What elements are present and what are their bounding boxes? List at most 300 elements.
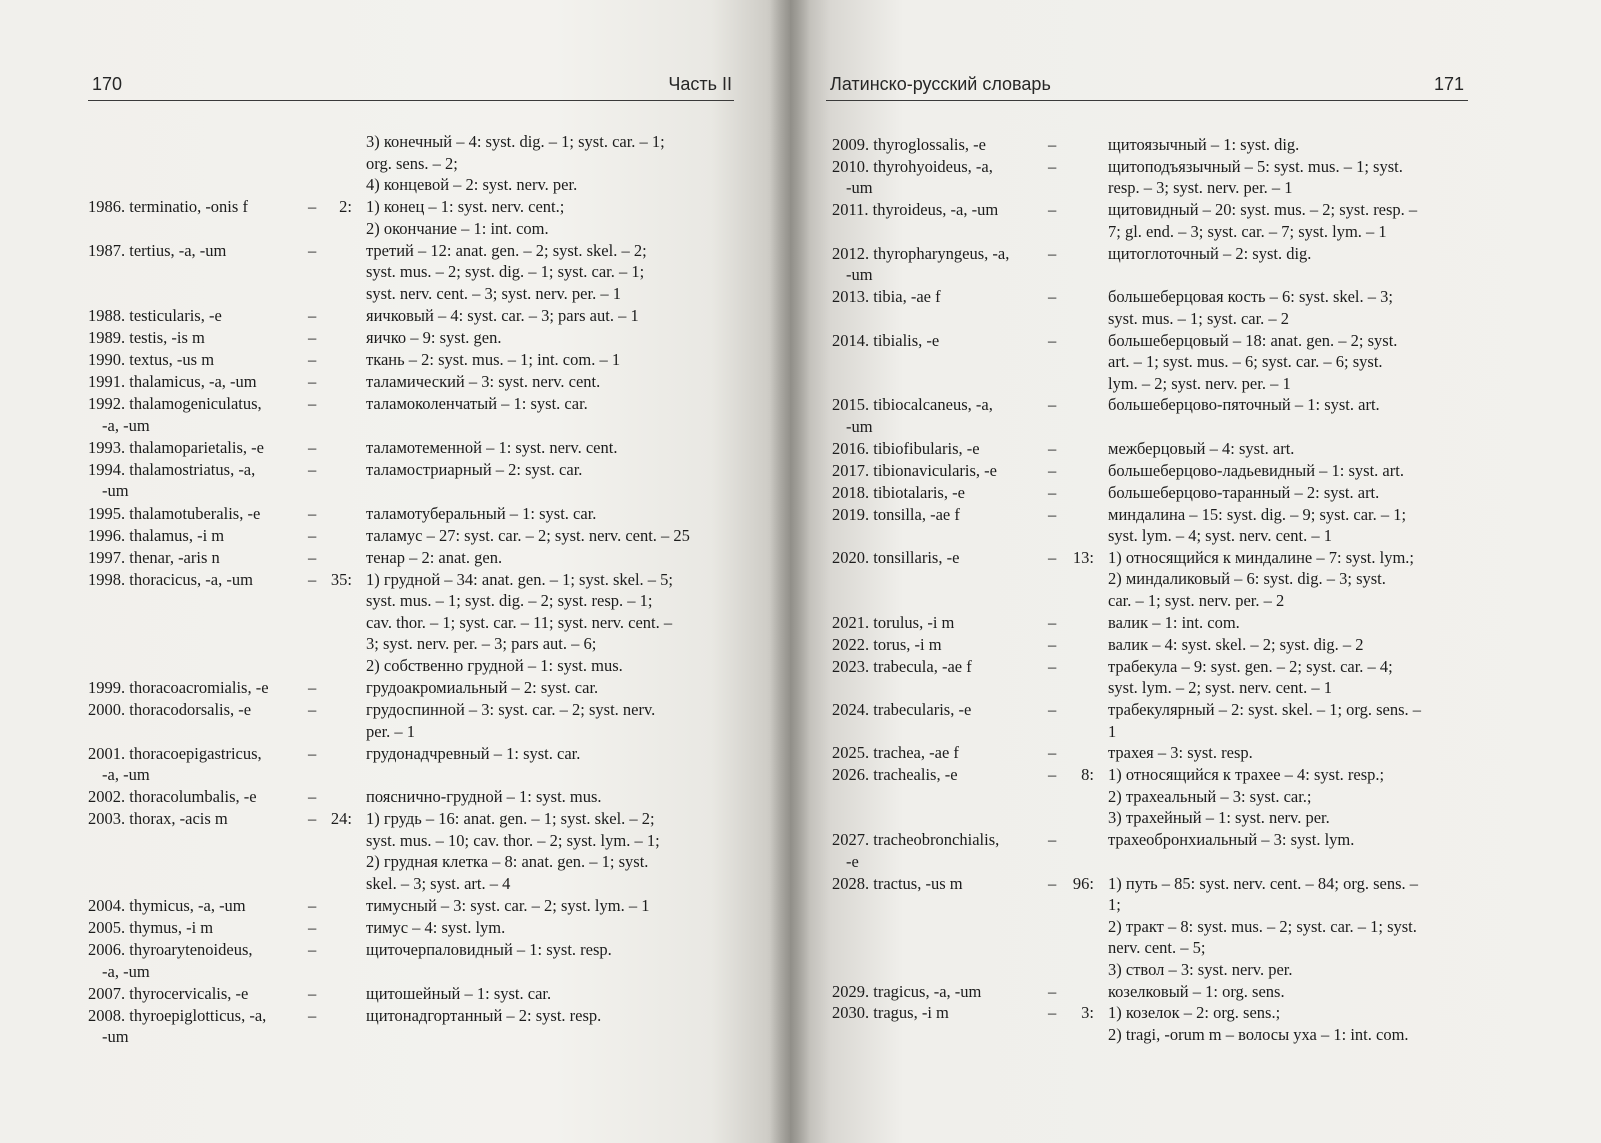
entry-definition-line: валик – 1: int. com. xyxy=(1108,612,1240,632)
entry-term-line: 1990. textus, -us m xyxy=(88,350,215,369)
entry-dash: – xyxy=(308,372,317,392)
dictionary-entry xyxy=(832,873,1478,981)
entry-dash: – xyxy=(308,459,317,479)
dictionary-entry xyxy=(88,503,738,525)
entry-dash: – xyxy=(1048,330,1057,350)
entry-definition-line: 1) грудь – 16: anat. gen. – 1; syst. skel. – 2; xyxy=(366,809,655,829)
entry-definition xyxy=(366,895,649,917)
entry-definition-line: 3) конечный – 4: syst. dig. – 1; syst. car. – 1; xyxy=(366,132,665,151)
entry-term xyxy=(832,742,959,764)
entry-term-line: -a, -um xyxy=(102,415,150,435)
entry-term-line: 1988. testicularis, -e xyxy=(88,305,222,325)
entry-term-line: 2005. thymus, -i m xyxy=(88,918,214,937)
entry-definition-line: syst. mus. – 1; syst. car. – 2 xyxy=(1108,308,1290,328)
entry-term xyxy=(88,917,213,939)
dictionary-entry xyxy=(88,547,738,569)
page-number: 170 xyxy=(92,74,123,94)
entry-definition-line: 1; xyxy=(1108,895,1121,915)
dictionary-entry xyxy=(832,286,1478,329)
entry-dash: – xyxy=(308,743,317,763)
entry-term xyxy=(832,199,998,221)
dictionary-entry xyxy=(88,808,738,894)
entry-term-line: 2000. thoracodorsalis, -e xyxy=(88,700,252,719)
entry-definition-line: 1) конец – 1: syst. nerv. cent.; xyxy=(366,197,565,217)
entry-definition xyxy=(1108,199,1417,242)
entry-definition xyxy=(366,743,580,765)
entry-dash: – xyxy=(308,327,317,347)
entry-term xyxy=(88,437,264,459)
entry-term-line: 2021. torulus, -i m xyxy=(832,612,955,632)
entry-term-line: 1986. terminatio, -onis f xyxy=(88,197,248,217)
entry-term-line: 2008. thyroepiglotticus, -a, xyxy=(88,1005,267,1025)
entry-term xyxy=(832,656,972,678)
dictionary-entry xyxy=(832,482,1478,504)
entry-definition-line: козелковый – 1: org. sens. xyxy=(1108,981,1285,1001)
entry-definition-line: 2) окончание – 1: int. com. xyxy=(366,218,549,238)
entry-definition xyxy=(366,677,598,699)
dictionary-entry xyxy=(88,196,738,239)
entry-term xyxy=(88,196,248,218)
entry-term xyxy=(832,156,993,199)
entry-definition-line: org. sens. – 2; xyxy=(366,153,458,173)
dictionary-entry xyxy=(88,1005,738,1048)
dictionary-entry xyxy=(832,742,1478,764)
entry-definition-line: 2) тракт – 8: syst. mus. – 2; syst. car. – 1; syst. xyxy=(1108,916,1417,936)
entry-dash: – xyxy=(308,394,317,414)
entry-term xyxy=(88,240,226,262)
dictionary-entry xyxy=(88,240,738,305)
entry-definition-line: lym. – 2; syst. nerv. per. – 1 xyxy=(1108,373,1291,393)
dictionary-entry xyxy=(832,243,1478,286)
entry-dash: – xyxy=(1048,612,1057,632)
dictionary-entry xyxy=(832,656,1478,699)
page-number: 171 xyxy=(1434,74,1465,94)
entry-definition xyxy=(366,393,588,415)
entry-term xyxy=(832,134,986,156)
entry-term-line: -a, -um xyxy=(102,961,150,981)
entry-term xyxy=(832,873,963,895)
entry-term-line: 1993. thalamoparietalis, -e xyxy=(88,437,264,457)
entry-definition-line: 2) миндаликовый – 6: syst. dig. – 3; syst. xyxy=(1108,569,1386,589)
entry-term-line: -um xyxy=(846,178,873,198)
dictionary-entry xyxy=(88,939,738,982)
dictionary-entry xyxy=(832,699,1478,742)
entry-definition-line: большеберцово-ладьевидный – 1: syst. art. xyxy=(1108,460,1404,480)
dictionary-entry xyxy=(88,437,738,459)
entry-definition-line: per. – 1 xyxy=(366,721,416,741)
entry-dash: – xyxy=(1048,460,1057,480)
entry-definition-line: трахеобронхиальный – 3: syst. lym. xyxy=(1108,830,1355,850)
dictionary-entry xyxy=(88,983,738,1005)
dictionary-entry xyxy=(88,895,738,917)
entry-dash: – xyxy=(308,350,317,369)
left-page xyxy=(0,0,790,1143)
entry-dash: – xyxy=(1048,395,1057,415)
entry-term-line: 2027. tracheobronchialis, xyxy=(832,830,1000,850)
entry-definition-line: 2) трахеальный – 3: syst. car.; xyxy=(1108,786,1312,806)
entry-term xyxy=(88,939,253,982)
entry-definition-line: большеберцово-пяточный – 1: syst. art. xyxy=(1108,395,1380,415)
dictionary-entry xyxy=(88,349,738,371)
entry-term-line: 1987. tertius, -a, -um xyxy=(88,240,227,260)
entry-count: 35: xyxy=(330,569,352,589)
dictionary-entry xyxy=(832,547,1478,612)
entry-definition-line: грудонадчревный – 1: syst. car. xyxy=(366,743,581,763)
dictionary-entry xyxy=(832,764,1478,829)
entry-definition xyxy=(1108,460,1404,482)
entry-definition-line: таламотуберальный – 1: syst. car. xyxy=(366,503,597,523)
entry-term-line: 2030. tragus, -i m xyxy=(832,1003,949,1023)
entry-term-line: 1991. thalamicus, -a, -um xyxy=(88,372,257,392)
entry-definition-line: яичко – 9: syst. gen. xyxy=(366,327,502,347)
entry-term xyxy=(832,981,981,1003)
entry-definition xyxy=(1108,156,1403,199)
entry-term-line: 2009. thyroglossalis, -e xyxy=(832,135,986,154)
entry-term-line: 1994. thalamostriatus, -a, xyxy=(88,459,256,479)
entry-term xyxy=(88,525,224,547)
entry-dash: – xyxy=(1048,765,1057,785)
entry-dash: – xyxy=(308,677,317,697)
entry-definition xyxy=(366,808,660,894)
entry-term-line: 2022. torus, -i m xyxy=(832,634,942,654)
entry-dash: – xyxy=(1048,438,1057,458)
entry-term xyxy=(88,349,214,371)
entry-count: 2: xyxy=(339,197,352,217)
entry-definition xyxy=(1108,394,1380,416)
entry-definition-line: миндалина – 15: syst. dig. – 9; syst. car. – 1; xyxy=(1108,504,1407,524)
entry-dash: – xyxy=(308,569,317,589)
dictionary-entry xyxy=(88,371,738,393)
entry-definition-line: 2) tragi, -orum m – волосы уха – 1: int. com. xyxy=(1108,1024,1409,1044)
entry-dash: – xyxy=(308,940,317,960)
entry-definition xyxy=(366,569,673,677)
entry-term-line: 2017. tibionavicularis, -e xyxy=(832,460,997,480)
entry-definition xyxy=(366,917,505,939)
dictionary-entry xyxy=(88,305,738,327)
entry-definition xyxy=(366,525,690,547)
dictionary-entry xyxy=(832,134,1478,156)
entry-term-line: 2013. tibia, -ae f xyxy=(832,287,941,307)
entry-dash: – xyxy=(308,503,317,523)
entry-definition-line: nerv. cent. – 5; xyxy=(1108,938,1206,958)
entry-dash: – xyxy=(308,197,317,217)
entry-definition-line: 1) козелок – 2: org. sens.; xyxy=(1108,1003,1281,1023)
dictionary-entry xyxy=(88,327,738,349)
entry-definition-line: таламотеменной – 1: syst. nerv. cent. xyxy=(366,437,618,457)
entry-term xyxy=(832,330,939,352)
entry-dash: – xyxy=(1048,656,1057,676)
entry-dash: – xyxy=(308,895,317,915)
entry-term xyxy=(832,504,960,526)
dictionary-entry xyxy=(832,460,1478,482)
entry-definition-line: syst. mus. – 10; cav. thor. – 2; syst. lym. – 1; xyxy=(366,830,660,850)
entry-term xyxy=(832,829,999,872)
entry-dash: – xyxy=(1048,830,1057,850)
entry-definition-line: таламический – 3: syst. nerv. cent. xyxy=(366,372,601,392)
entry-term xyxy=(88,677,269,699)
entry-term-line: 2006. thyroarytenoideus, xyxy=(88,940,253,960)
entry-definition-line: art. – 1; syst. mus. – 6; syst. car. – 6; syst. xyxy=(1108,352,1383,371)
entry-definition-line: 3) трахейный – 1: syst. nerv. per. xyxy=(1108,808,1330,828)
dictionary-entry xyxy=(832,199,1478,242)
entry-count: 3: xyxy=(1081,1003,1094,1023)
entry-term-line: 2016. tibiofibularis, -e xyxy=(832,438,980,458)
entry-term-line: 2004. thymicus, -a, -um xyxy=(88,895,246,915)
entry-dash: – xyxy=(308,918,317,937)
entry-dash: – xyxy=(308,437,317,457)
dictionary-entry xyxy=(88,131,738,196)
entry-dash: – xyxy=(1048,634,1057,654)
entry-term-line: 2003. thorax, -acis m xyxy=(88,809,228,829)
entry-term-line: -um xyxy=(102,481,129,501)
entry-term xyxy=(832,699,971,721)
entry-definition-line: 2) собственно грудной – 1: syst. mus. xyxy=(366,655,623,675)
entry-term-line: -um xyxy=(846,265,873,285)
entry-dash: – xyxy=(308,525,317,545)
entry-definition-line: щитовидный – 20: syst. mus. – 2; syst. resp. – xyxy=(1108,200,1418,220)
entry-term xyxy=(88,699,251,721)
entry-definition-line: щиточерпаловидный – 1: syst. resp. xyxy=(366,940,612,960)
entry-definition-line: грудоакромиальный – 2: syst. car. xyxy=(366,677,599,697)
entry-definition-line: грудоспинной – 3: syst. car. – 2; syst. nerv. xyxy=(366,700,656,719)
entry-term-line: 2012. thyropharyngeus, -a, xyxy=(832,243,1010,263)
entry-definition xyxy=(1108,873,1418,981)
entry-definition-line: ткань – 2: syst. mus. – 1; int. com. – 1 xyxy=(366,350,621,369)
entry-definition-line: тенар – 2: anat. gen. xyxy=(366,547,503,567)
entry-term-line: 2002. thoracolumbalis, -e xyxy=(88,787,257,807)
dictionary-entry xyxy=(832,504,1478,547)
entry-term xyxy=(832,547,959,569)
entry-term-line: 1992. thalamogeniculatus, xyxy=(88,394,262,414)
entry-definition xyxy=(1108,134,1299,156)
entry-term xyxy=(88,327,205,349)
entry-dash: – xyxy=(308,240,317,260)
entry-term-line: -um xyxy=(846,416,873,436)
entry-dash: – xyxy=(1048,287,1057,307)
entry-term xyxy=(88,459,255,502)
entry-definition xyxy=(366,437,617,459)
entry-dash: – xyxy=(1048,135,1057,154)
entry-dash: – xyxy=(1048,156,1057,176)
header-rule xyxy=(826,100,1468,101)
entry-dash: – xyxy=(1048,200,1057,220)
entry-count: 13: xyxy=(1072,547,1094,567)
entry-definition-line: щитоглоточный – 2: syst. dig. xyxy=(1108,243,1312,263)
entry-dash: – xyxy=(1048,700,1057,719)
dictionary-entry xyxy=(832,634,1478,656)
dictionary-entry xyxy=(88,393,738,436)
entry-definition-line: cav. thor. – 1; syst. car. – 11; syst. nerv. cent. – xyxy=(366,612,673,632)
entry-definition xyxy=(366,371,600,393)
entry-definition-line: трахея – 3: syst. resp. xyxy=(1108,743,1253,763)
entry-definition-line: большеберцово-таранный – 2: syst. art. xyxy=(1108,482,1380,502)
entry-definition-line: 3; syst. nerv. per. – 3; pars aut. – 6; xyxy=(366,634,597,654)
entry-definition xyxy=(1108,656,1393,699)
entry-term xyxy=(88,983,248,1005)
entry-term xyxy=(832,460,997,482)
entry-definition-line: 1 xyxy=(1108,721,1117,741)
entry-term xyxy=(832,764,958,786)
entry-definition-line: тимусный – 3: syst. car. – 2; syst. lym. – 1 xyxy=(366,895,650,915)
entry-definition-line: 1) путь – 85: syst. nerv. cent. – 84; org. sens. – xyxy=(1108,873,1418,893)
dictionary-entry xyxy=(832,438,1478,460)
dictionary-entry xyxy=(832,829,1478,872)
entry-term xyxy=(832,286,941,308)
dictionary-entry xyxy=(832,156,1478,199)
running-head: Латинско-русский словарь xyxy=(830,74,1051,94)
entry-definition-line: resp. – 3; syst. nerv. per. – 1 xyxy=(1108,178,1293,198)
entry-definition xyxy=(1108,330,1397,395)
entry-definition-line: car. – 1; syst. nerv. per. – 2 xyxy=(1108,590,1285,610)
entry-definition xyxy=(366,196,564,239)
header-rule xyxy=(88,100,734,101)
book-gutter xyxy=(770,0,810,1143)
entry-definition-line: 2) грудная клетка – 8: anat. gen. – 1; syst. xyxy=(366,852,649,872)
entry-definition xyxy=(1108,699,1421,742)
entry-definition-line: таламостриарный – 2: syst. car. xyxy=(366,459,583,479)
entry-term xyxy=(88,371,257,393)
entry-term-line: 2019. tonsilla, -ae f xyxy=(832,504,960,524)
entry-definition-line: щитоподъязычный – 5: syst. mus. – 1; syst. xyxy=(1108,156,1403,176)
entry-term-line: 1989. testis, -is m xyxy=(88,327,205,347)
dictionary-entry xyxy=(832,612,1478,634)
entry-term-line: -a, -um xyxy=(102,765,150,785)
entry-definition-line: щитошейный – 1: syst. car. xyxy=(366,983,552,1003)
entry-definition xyxy=(1108,1002,1409,1045)
entry-dash: – xyxy=(308,809,317,829)
entry-term-line: 1995. thalamotuberalis, -e xyxy=(88,503,261,523)
entry-term xyxy=(832,1002,949,1024)
entry-definition-line: тимус – 4: syst. lym. xyxy=(366,918,506,937)
entry-term xyxy=(88,547,220,569)
entry-definition xyxy=(366,349,620,371)
entry-dash: – xyxy=(1048,873,1057,893)
dictionary-entry xyxy=(88,917,738,939)
entry-definition-line: валик – 4: syst. skel. – 2; syst. dig. – 2 xyxy=(1108,634,1364,654)
entry-term-line: 1998. thoracicus, -a, -um xyxy=(88,569,253,589)
entry-definition-line: 1) относящийся к трахее – 4: syst. resp.; xyxy=(1108,765,1385,785)
entry-term xyxy=(832,482,965,504)
entry-definition-line: трабекулярный – 2: syst. skel. – 1; org. sens. – xyxy=(1108,700,1422,719)
entry-term-line: 1997. thenar, -aris n xyxy=(88,547,220,567)
entry-definition xyxy=(366,131,665,196)
entry-count: 24: xyxy=(330,809,352,829)
entry-dash: – xyxy=(1048,1003,1057,1023)
entry-dash: – xyxy=(308,547,317,567)
running-head: Часть II xyxy=(668,74,732,94)
entry-definition-line: большеберцовая кость – 6: syst. skel. – 3; xyxy=(1108,287,1393,307)
entry-definition-line: большеберцовый – 18: anat. gen. – 2; syst. xyxy=(1108,330,1398,350)
dictionary-entry xyxy=(88,786,738,808)
entry-definition xyxy=(1108,482,1379,504)
dictionary-entry xyxy=(88,569,738,677)
entry-definition xyxy=(1108,764,1384,829)
entry-definition xyxy=(1108,547,1414,612)
dictionary-entry xyxy=(88,743,738,786)
entry-definition xyxy=(1108,981,1285,1003)
entry-term-line: 2010. thyrohyoideus, -a, xyxy=(832,156,993,176)
entry-count: 8: xyxy=(1081,765,1094,785)
entry-definition xyxy=(1108,243,1311,265)
entry-term xyxy=(88,393,262,436)
entry-dash: – xyxy=(308,305,317,325)
entry-term-line: 2029. tragicus, -a, -um xyxy=(832,981,982,1001)
entry-count: 96: xyxy=(1072,873,1094,893)
entry-term xyxy=(88,569,253,591)
entry-term xyxy=(88,808,228,830)
entry-term xyxy=(832,394,993,437)
entry-definition xyxy=(366,305,639,327)
entry-dash: – xyxy=(308,983,317,1003)
dictionary-entry xyxy=(832,330,1478,395)
entry-term xyxy=(88,503,260,525)
entry-definition-line: межберцовый – 4: syst. art. xyxy=(1108,438,1295,458)
entry-definition-line: syst. lym. – 2; syst. nerv. cent. – 1 xyxy=(1108,678,1332,698)
entry-definition xyxy=(1108,438,1294,460)
entry-term-line: 2028. tractus, -us m xyxy=(832,873,963,893)
entry-definition-line: 7; gl. end. – 3; syst. car. – 7; syst. lym. – 1 xyxy=(1108,221,1387,241)
entry-definition-line: щитонадгортанный – 2: syst. resp. xyxy=(366,1005,602,1025)
entry-definition xyxy=(366,547,502,569)
entry-term-line: 2001. thoracoepigastricus, xyxy=(88,743,262,763)
entry-term-line: 2025. trachea, -ae f xyxy=(832,743,959,763)
entry-definition xyxy=(1108,634,1364,656)
entry-term-line: -um xyxy=(102,1027,129,1047)
entry-term xyxy=(832,243,1009,286)
entry-term-line: 2007. thyrocervicalis, -e xyxy=(88,983,249,1003)
entry-definition xyxy=(1108,742,1253,764)
entry-definition xyxy=(366,240,647,305)
entry-definition-line: 4) концевой – 2: syst. nerv. per. xyxy=(366,175,578,194)
entry-definition-line: syst. nerv. cent. – 3; syst. nerv. per. – 1 xyxy=(366,283,621,303)
entry-term-line: 2018. tibiotalaris, -e xyxy=(832,482,965,502)
entry-definition xyxy=(366,786,602,808)
entry-term-line: 2014. tibialis, -e xyxy=(832,330,940,350)
right-page xyxy=(790,0,1601,1143)
entry-definition-line: таламоколенчатый – 1: syst. car. xyxy=(366,394,588,414)
entry-term xyxy=(88,743,262,786)
entry-term xyxy=(88,1005,266,1048)
entry-term-line: -e xyxy=(846,851,859,871)
entry-term-line: 2026. trachealis, -e xyxy=(832,765,958,785)
entry-definition xyxy=(1108,612,1240,634)
entry-term-line: 2024. trabecularis, -e xyxy=(832,700,972,719)
entry-definition-line: 1) относящийся к миндалине – 7: syst. lym.; xyxy=(1108,547,1415,567)
entry-definition xyxy=(366,1005,601,1027)
entry-definition-line: таламус – 27: syst. car. – 2; syst. nerv. cent. – 25 xyxy=(366,525,690,545)
dictionary-entry xyxy=(832,981,1478,1003)
entry-definition-line: третий – 12: anat. gen. – 2; syst. skel. – 2; xyxy=(366,240,647,260)
entry-definition-line: яичковый – 4: syst. car. – 3; pars aut. – 1 xyxy=(366,305,639,325)
entry-definition xyxy=(366,699,655,742)
dictionary-entry xyxy=(88,459,738,502)
entry-dash: – xyxy=(1048,243,1057,263)
entry-definition xyxy=(1108,286,1393,329)
entry-term-line: 1999. thoracoacromialis, -e xyxy=(88,677,269,697)
entry-definition-line: щитоязычный – 1: syst. dig. xyxy=(1108,135,1300,154)
entry-definition xyxy=(366,983,551,1005)
entry-definition-line: трабекула – 9: syst. gen. – 2; syst. car. – 4; xyxy=(1108,656,1393,676)
entry-dash: – xyxy=(308,700,317,719)
entry-term xyxy=(832,612,954,634)
entry-definition-line: syst. mus. – 2; syst. dig. – 1; syst. car. – 1; xyxy=(366,262,645,282)
entry-definition-line: 3) ствол – 3: syst. nerv. per. xyxy=(1108,959,1293,979)
dictionary-entry xyxy=(832,1002,1478,1045)
dictionary-entry xyxy=(88,677,738,699)
entry-term-line: 2020. tonsillaris, -e xyxy=(832,547,960,567)
dictionary-entry xyxy=(832,394,1478,437)
entry-dash: – xyxy=(1048,547,1057,567)
